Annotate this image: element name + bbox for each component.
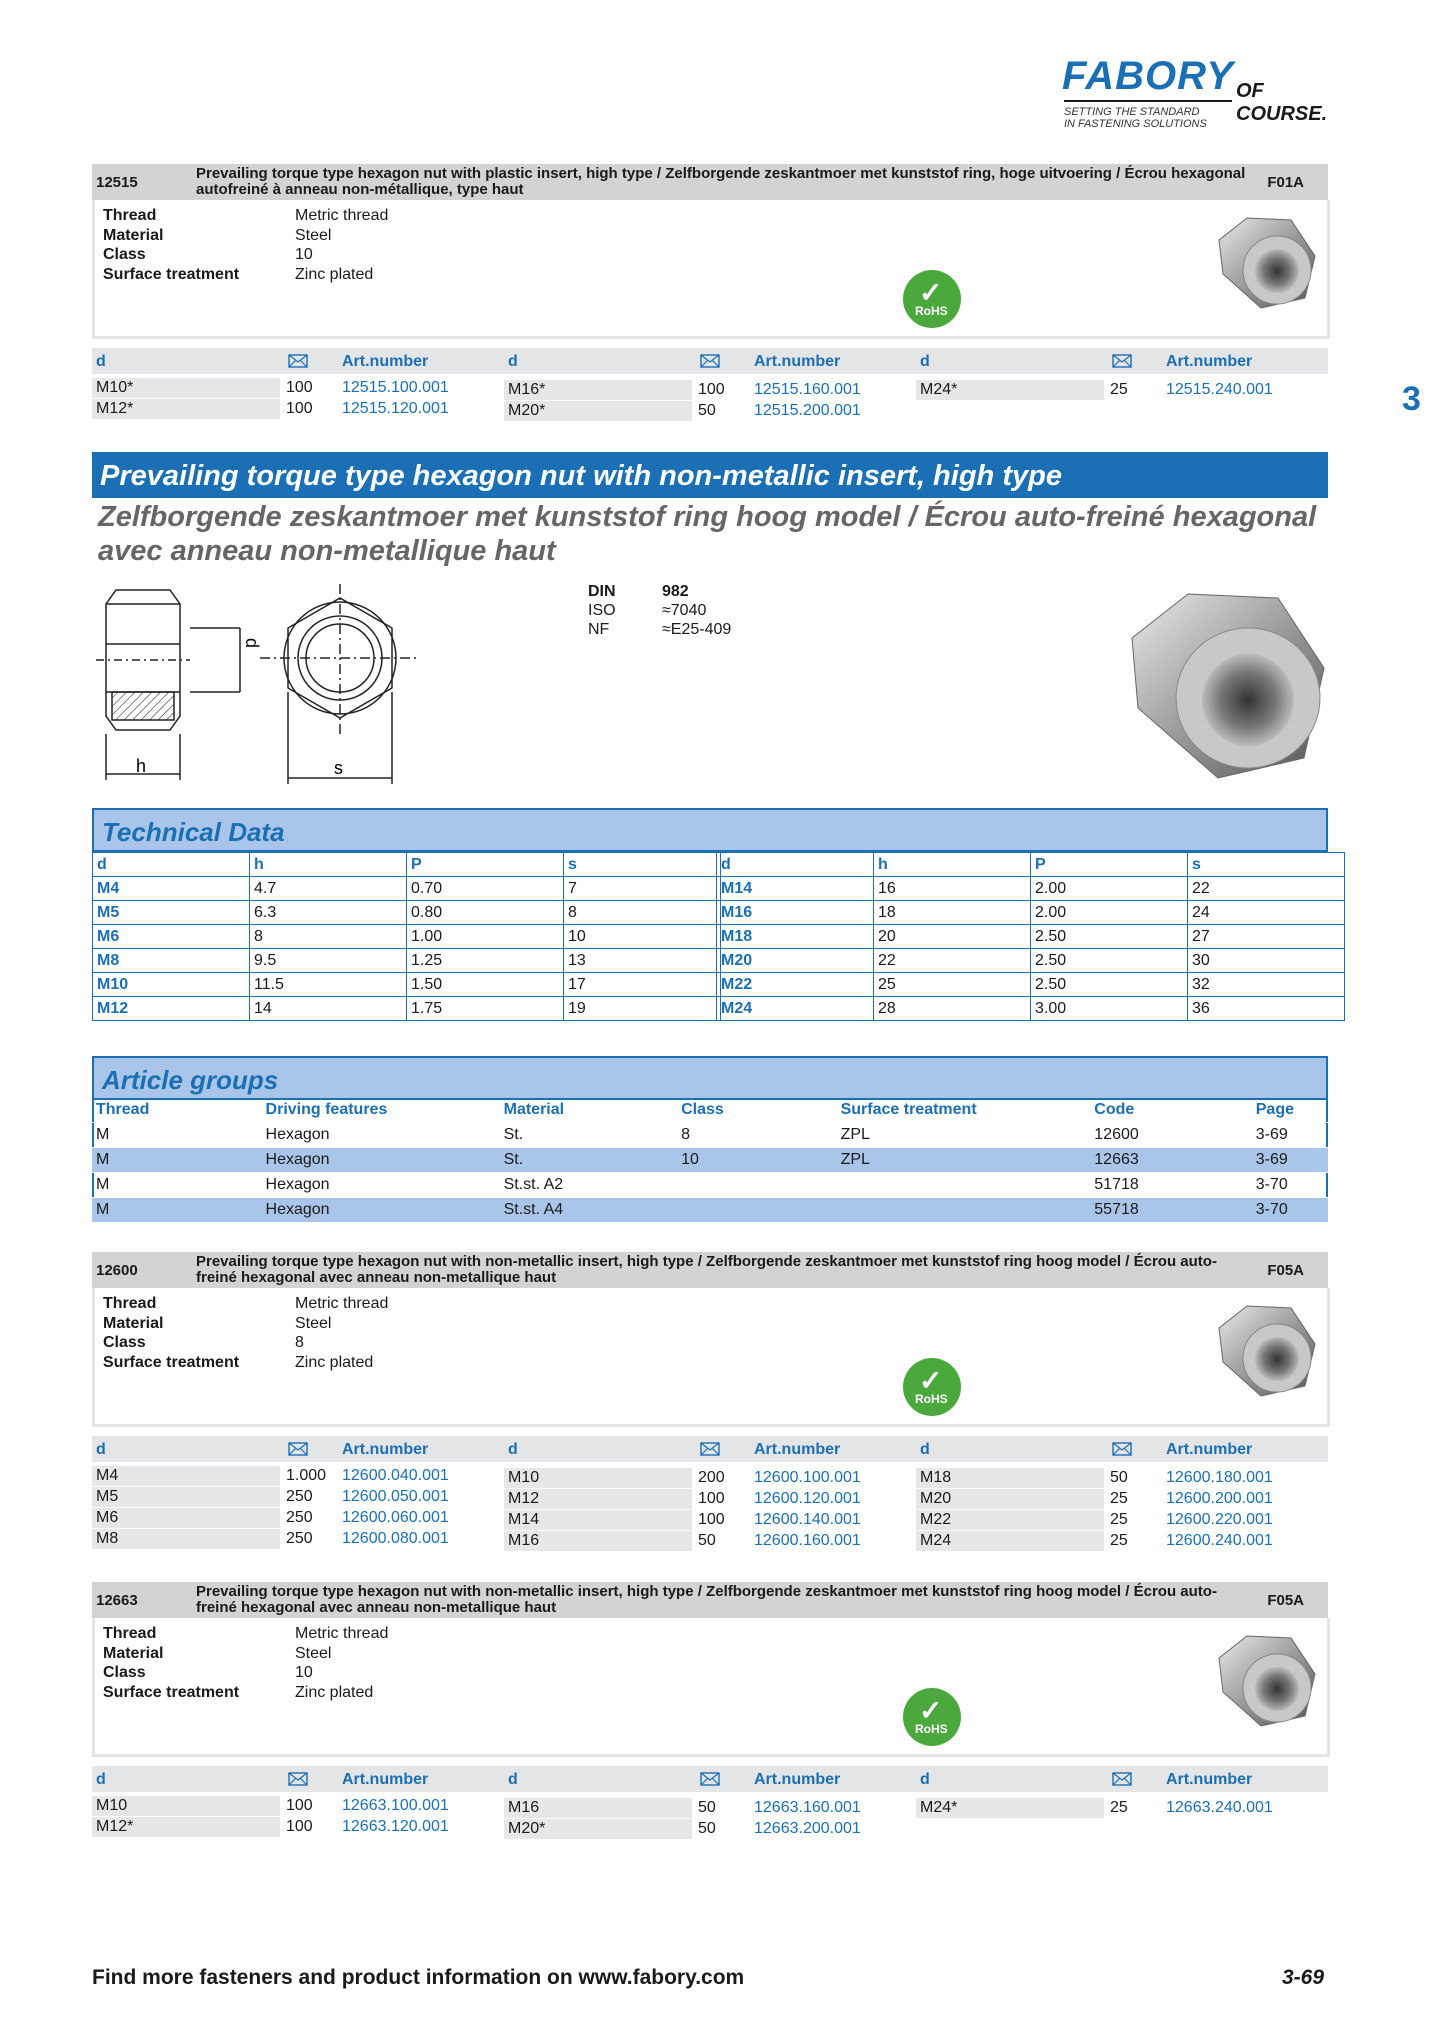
spec-value: Zinc plated [295,265,374,283]
article-number-link[interactable]: 12600.120.001 [754,1490,861,1507]
rohs-label: RoHS [915,1722,948,1736]
row-diameter: M12 [504,1489,692,1509]
spec-value: Steel [295,226,332,244]
article-groups-header [92,1056,1328,1100]
tech-cell: 0.80 [407,901,564,925]
groups-col-heading: Code [1090,1098,1251,1123]
col-d-heading: d [508,1441,518,1458]
row-quantity: 25 [1110,1799,1128,1816]
tech-row [93,877,721,901]
finish-code: F05A [1267,1592,1304,1609]
article-number-link[interactable]: 12663.240.001 [1166,1799,1273,1816]
tech-cell: 16 [874,877,1031,901]
rohs-label: RoHS [915,1392,948,1406]
finish-code: F01A [1267,174,1304,191]
row-diameter: M16* [504,380,692,400]
tech-col-heading: s [564,853,721,877]
tech-cell: M24 [717,997,874,1021]
row-diameter: M12* [92,399,280,419]
packaging-quantity-icon [1112,1772,1132,1786]
fabory-logo [1062,54,1352,134]
groups-cell: ZPL [837,1148,1091,1173]
groups-row[interactable] [92,1148,1328,1173]
row-diameter: M10 [92,1796,280,1816]
col-d-heading: d [920,353,930,370]
tech-cell: 1.00 [407,925,564,949]
tech-cell: 7 [564,877,721,901]
nut-photo-small [1217,214,1317,310]
product-code: 12515 [96,174,138,191]
groups-header-row [92,1098,1328,1123]
article-number-link[interactable]: 12515.120.001 [342,400,449,417]
row-quantity: 100 [286,1818,313,1835]
tech-cell: 14 [250,997,407,1021]
row-quantity: 200 [698,1469,725,1486]
spec-value: Metric thread [295,1625,389,1642]
product-spec-box-12515 [92,200,1330,339]
tech-col-heading: d [93,853,250,877]
spec-value: 10 [295,1664,313,1681]
article-number-link[interactable]: 12663.160.001 [754,1799,861,1816]
row-diameter: M8 [92,1529,280,1549]
row-diameter: M12* [92,1817,280,1837]
standard-name: NF [588,621,610,638]
tech-cell: M5 [93,901,250,925]
row-diameter: M20 [916,1489,1104,1509]
row-quantity: 25 [1110,1511,1128,1528]
groups-cell [837,1198,1091,1223]
row-quantity: 250 [286,1530,313,1547]
article-number-link[interactable]: 12600.100.001 [754,1469,861,1486]
tech-cell: M4 [93,877,250,901]
article-number-link[interactable]: 12600.050.001 [342,1488,449,1505]
dim-h-label: h [136,756,147,776]
spec-label: Material [103,1314,164,1332]
col-art-heading: Art.number [1166,353,1253,370]
groups-cell: Hexagon [262,1148,500,1173]
tech-cell: 36 [1188,997,1345,1021]
col-art-heading: Art.number [754,1441,841,1458]
technical-data-table-left [92,852,721,1021]
tech-cell: 22 [1188,877,1345,901]
spec-label: Surface treatment [103,1353,240,1371]
groups-cell: 3-69 [1252,1148,1328,1173]
logo-of-course: OF COURSE. [1236,80,1328,125]
tech-cell: 24 [1188,901,1345,925]
groups-col-heading: Material [500,1098,677,1123]
row-quantity: 50 [698,1799,716,1816]
tech-cell: M12 [93,997,250,1021]
tech-cell: 0.70 [407,877,564,901]
tech-cell: 2.00 [1031,901,1188,925]
tech-cell: 27 [1188,925,1345,949]
row-diameter: M18 [916,1468,1104,1488]
product-spec-box-12600 [92,1288,1330,1427]
tech-cell: 4.7 [250,877,407,901]
article-number-link[interactable]: 12600.220.001 [1166,1511,1273,1528]
tech-col-heading: h [250,853,407,877]
tech-row [93,925,721,949]
row-quantity: 25 [1110,1532,1128,1549]
article-number-link[interactable]: 12515.200.001 [754,402,861,419]
tech-cell: 28 [874,997,1031,1021]
row-diameter: M20* [504,1819,692,1839]
rohs-badge [903,1358,961,1416]
tech-row [717,901,1345,925]
technical-drawing [90,584,490,794]
row-diameter: M22 [916,1510,1104,1530]
row-quantity: 50 [698,1532,716,1549]
spec-label: Thread [103,207,157,224]
spec-value: Steel [295,1644,332,1662]
tech-cell: 2.50 [1031,949,1188,973]
groups-cell: St. [500,1148,677,1173]
col-d-heading: d [508,353,518,370]
tech-cell: 11.5 [250,973,407,997]
row-diameter: M14 [504,1510,692,1530]
spec-label: Thread [103,1295,157,1312]
art-table-header-12515 [92,348,1328,374]
row-diameter: M6 [92,1508,280,1528]
product-description: Prevailing torque type hexagon nut with non-metallic insert, high type / Zelfborgende zeskantmoer met kunststof ring hoog model / Écrou auto-freiné hexagonal avec anneau non-metallique haut [196,1253,1217,1286]
tech-cell: 1.75 [407,997,564,1021]
spec-value: Steel [295,1314,332,1332]
standard-value: ≈7040 [662,602,707,619]
row-diameter: M24* [916,380,1104,400]
article-groups-title: Article groups [102,1065,279,1095]
article-number-link[interactable]: 12600.060.001 [342,1509,449,1526]
spec-label: Class [103,1664,146,1681]
row-quantity: 1.000 [286,1467,327,1484]
article-number-link[interactable]: 12600.040.001 [342,1467,449,1484]
dim-d-label: d [242,638,262,649]
tech-col-heading: P [1031,853,1188,877]
tech-cell: 20 [874,925,1031,949]
row-quantity: 250 [286,1488,313,1505]
tech-cell: 8 [250,925,407,949]
groups-col-heading: Driving features [262,1098,500,1123]
nut-photo-large [1128,588,1328,784]
tech-cell: 2.50 [1031,925,1188,949]
art-table-header-12663 [92,1766,1328,1792]
groups-cell [677,1198,837,1223]
groups-cell: ZPL [837,1123,1091,1148]
col-art-heading: Art.number [342,1771,429,1788]
rohs-check-icon: ✓ [919,1695,943,1726]
col-d-heading: d [96,1441,106,1458]
groups-col-heading: Class [677,1098,837,1123]
article-number-link[interactable]: 12663.100.001 [342,1797,449,1814]
packaging-quantity-icon [288,1772,308,1786]
product-code: 12663 [96,1592,138,1609]
article-number-link[interactable]: 12600.180.001 [1166,1469,1273,1486]
tech-row [717,973,1345,997]
col-art-heading: Art.number [1166,1771,1253,1788]
spec-label: Surface treatment [103,265,240,283]
spec-label: Class [103,1334,146,1351]
spec-value: Metric thread [295,207,389,224]
row-quantity: 100 [286,1797,313,1814]
tech-cell: 18 [874,901,1031,925]
article-number-link[interactable]: 12663.120.001 [342,1818,449,1835]
col-art-heading: Art.number [342,1441,429,1458]
col-d-heading: d [96,353,106,370]
tech-cell: 19 [564,997,721,1021]
groups-col-heading: Page [1252,1098,1328,1123]
tech-row [93,949,721,973]
article-groups-table [92,1098,1328,1223]
row-diameter: M24* [916,1798,1104,1818]
row-quantity: 50 [698,1820,716,1837]
row-diameter: M5 [92,1487,280,1507]
groups-cell: St.st. A4 [500,1198,677,1223]
subtitle-line-2: avec anneau non-metallique haut [98,535,556,567]
tech-cell: 8 [564,901,721,925]
tech-cell: M14 [717,877,874,901]
row-quantity: 50 [1110,1469,1128,1486]
standard-name: DIN [588,583,616,600]
spec-label: Material [103,226,164,244]
spec-value: 10 [295,246,313,263]
tech-col-heading: s [1188,853,1345,877]
row-diameter: M24 [916,1531,1104,1551]
groups-cell: M [92,1123,262,1148]
groups-cell: 3-70 [1252,1173,1328,1198]
tech-header-row [93,853,721,877]
groups-cell: Hexagon [262,1198,500,1223]
standard-value: 982 [662,583,689,600]
tech-cell: 22 [874,949,1031,973]
groups-cell: 12600 [1090,1123,1251,1148]
groups-cell: 51718 [1090,1173,1251,1198]
article-number-link[interactable]: 12663.200.001 [754,1820,861,1837]
logo-tagline-1: SETTING THE STANDARD [1064,106,1200,118]
row-quantity: 100 [286,379,313,396]
article-number-link[interactable]: 12600.200.001 [1166,1490,1273,1507]
row-diameter: M10 [504,1468,692,1488]
art-table-header-12600 [92,1436,1328,1462]
row-diameter: M10* [92,378,280,398]
product-spec-box-12663 [92,1618,1330,1757]
groups-cell: Hexagon [262,1173,500,1198]
tech-row [93,997,721,1021]
groups-cell: 55718 [1090,1198,1251,1223]
packaging-quantity-icon [700,1442,720,1456]
footer-text: Find more fasteners and product information on www.fabory.com [92,1966,745,1989]
page-number: 3-69 [1282,1966,1325,1989]
groups-row[interactable] [92,1123,1328,1148]
groups-cell: 12663 [1090,1148,1251,1173]
tech-header-row [717,853,1345,877]
packaging-quantity-icon [1112,354,1132,368]
tech-row [93,901,721,925]
nut-photo-small [1217,1632,1317,1728]
article-number-link[interactable]: 12600.160.001 [754,1532,861,1549]
product-description: Prevailing torque type hexagon nut with plastic insert, high type / Zelfborgende zeskantmoer met kunststof ring, hoge uitvoering / Écrou hexagonal autofreiné à anneau non-métallique, type haut [196,165,1246,198]
tech-cell: M22 [717,973,874,997]
tech-cell: M18 [717,925,874,949]
tech-cell: 2.00 [1031,877,1188,901]
row-diameter: M16 [504,1798,692,1818]
tech-cell: 25 [874,973,1031,997]
technical-data-header [92,808,1328,852]
tech-cell: 9.5 [250,949,407,973]
tech-row [717,997,1345,1021]
product-code: 12600 [96,1262,138,1279]
page-title: Prevailing torque type hexagon nut with non-metallic insert, high type [100,460,1062,492]
tech-cell: 6.3 [250,901,407,925]
article-number-link[interactable]: 12515.240.001 [1166,381,1273,398]
spec-value: Metric thread [295,1295,389,1312]
article-number-link[interactable]: 12600.140.001 [754,1511,861,1528]
col-d-heading: d [920,1441,930,1458]
row-quantity: 50 [698,402,716,419]
tech-cell: 1.50 [407,973,564,997]
row-quantity: 100 [698,1490,725,1507]
tech-col-heading: h [874,853,1031,877]
tech-cell: M20 [717,949,874,973]
groups-cell: 8 [677,1123,837,1148]
groups-cell: M [92,1148,262,1173]
spec-label: Material [103,1644,164,1662]
tech-cell: M8 [93,949,250,973]
packaging-quantity-icon [288,354,308,368]
tech-cell: 10 [564,925,721,949]
groups-cell: M [92,1198,262,1223]
product-header-12515 [92,164,1328,200]
groups-row[interactable] [92,1173,1328,1198]
groups-cell: St. [500,1123,677,1148]
article-number-link[interactable]: 12600.240.001 [1166,1532,1273,1549]
article-number-link[interactable]: 12515.100.001 [342,379,449,396]
row-quantity: 25 [1110,381,1128,398]
tech-cell: 1.25 [407,949,564,973]
groups-cell [677,1173,837,1198]
groups-cell: Hexagon [262,1123,500,1148]
subtitle-line-1: Zelfborgende zeskantmoer met kunststof ring hoog model / Écrou auto-freiné hexagonal [98,501,1317,533]
spec-value: Zinc plated [295,1353,374,1371]
tech-row [93,973,721,997]
spec-label: Class [103,246,146,263]
packaging-quantity-icon [288,1442,308,1456]
spec-value: 8 [295,1334,304,1351]
tech-cell: 30 [1188,949,1345,973]
article-number-link[interactable]: 12600.080.001 [342,1530,449,1547]
tech-row [717,925,1345,949]
tech-cell: 2.50 [1031,973,1188,997]
row-quantity: 100 [698,1511,725,1528]
groups-cell: M [92,1173,262,1198]
article-number-link[interactable]: 12515.160.001 [754,381,861,398]
technical-data-title: Technical Data [102,817,285,847]
rohs-check-icon: ✓ [919,1365,943,1396]
groups-cell: 10 [677,1148,837,1173]
logo-underline [1064,100,1232,102]
rohs-check-icon: ✓ [919,277,943,308]
spec-label: Surface treatment [103,1683,240,1701]
rohs-badge [903,270,961,328]
row-quantity: 100 [698,381,725,398]
spec-label: Thread [103,1625,157,1642]
col-art-heading: Art.number [754,353,841,370]
finish-code: F05A [1267,1262,1304,1279]
groups-cell [837,1173,1091,1198]
rohs-label: RoHS [915,304,948,318]
rohs-badge [903,1688,961,1746]
groups-col-heading: Surface treatment [837,1098,1091,1123]
groups-cell: 3-69 [1252,1123,1328,1148]
nut-photo-small [1217,1302,1317,1398]
chapter-number: 3 [1402,380,1421,418]
product-header-12663 [92,1582,1328,1618]
tech-col-heading: d [717,853,874,877]
tech-col-heading: P [407,853,564,877]
tech-cell: 32 [1188,973,1345,997]
tech-cell: M16 [717,901,874,925]
tech-cell: M10 [93,973,250,997]
col-d-heading: d [920,1771,930,1788]
col-art-heading: Art.number [754,1771,841,1788]
tech-cell: 13 [564,949,721,973]
tech-row [717,949,1345,973]
row-diameter: M16 [504,1531,692,1551]
row-quantity: 25 [1110,1490,1128,1507]
row-quantity: 250 [286,1509,313,1526]
tech-row [717,877,1345,901]
groups-cell: St.st. A2 [500,1173,677,1198]
col-d-heading: d [508,1771,518,1788]
dim-s-label: s [334,758,343,778]
tech-cell: 17 [564,973,721,997]
tech-cell: M6 [93,925,250,949]
technical-data-table-right [716,852,1345,1021]
col-art-heading: Art.number [1166,1441,1253,1458]
product-description: Prevailing torque type hexagon nut with non-metallic insert, high type / Zelfborgende zeskantmoer met kunststof ring hoog model / Écrou auto-freiné hexagonal avec anneau non-metallique haut [196,1583,1217,1616]
row-diameter: M20* [504,401,692,421]
packaging-quantity-icon [700,1772,720,1786]
title-band [92,452,1328,498]
packaging-quantity-icon [1112,1442,1132,1456]
tech-cell: 3.00 [1031,997,1188,1021]
col-d-heading: d [96,1771,106,1788]
groups-cell: 3-70 [1252,1198,1328,1223]
packaging-quantity-icon [700,354,720,368]
row-diameter: M4 [92,1466,280,1486]
product-header-12600 [92,1252,1328,1288]
logo-brand: FABORY [1062,54,1234,98]
standard-value: ≈E25-409 [662,621,732,638]
row-quantity: 100 [286,400,313,417]
spec-value: Zinc plated [295,1683,374,1701]
logo-tagline-2: IN FASTENING SOLUTIONS [1064,118,1207,130]
col-art-heading: Art.number [342,353,429,370]
standard-name: ISO [588,602,616,619]
groups-col-heading: Thread [92,1098,262,1123]
groups-row[interactable] [92,1198,1328,1223]
